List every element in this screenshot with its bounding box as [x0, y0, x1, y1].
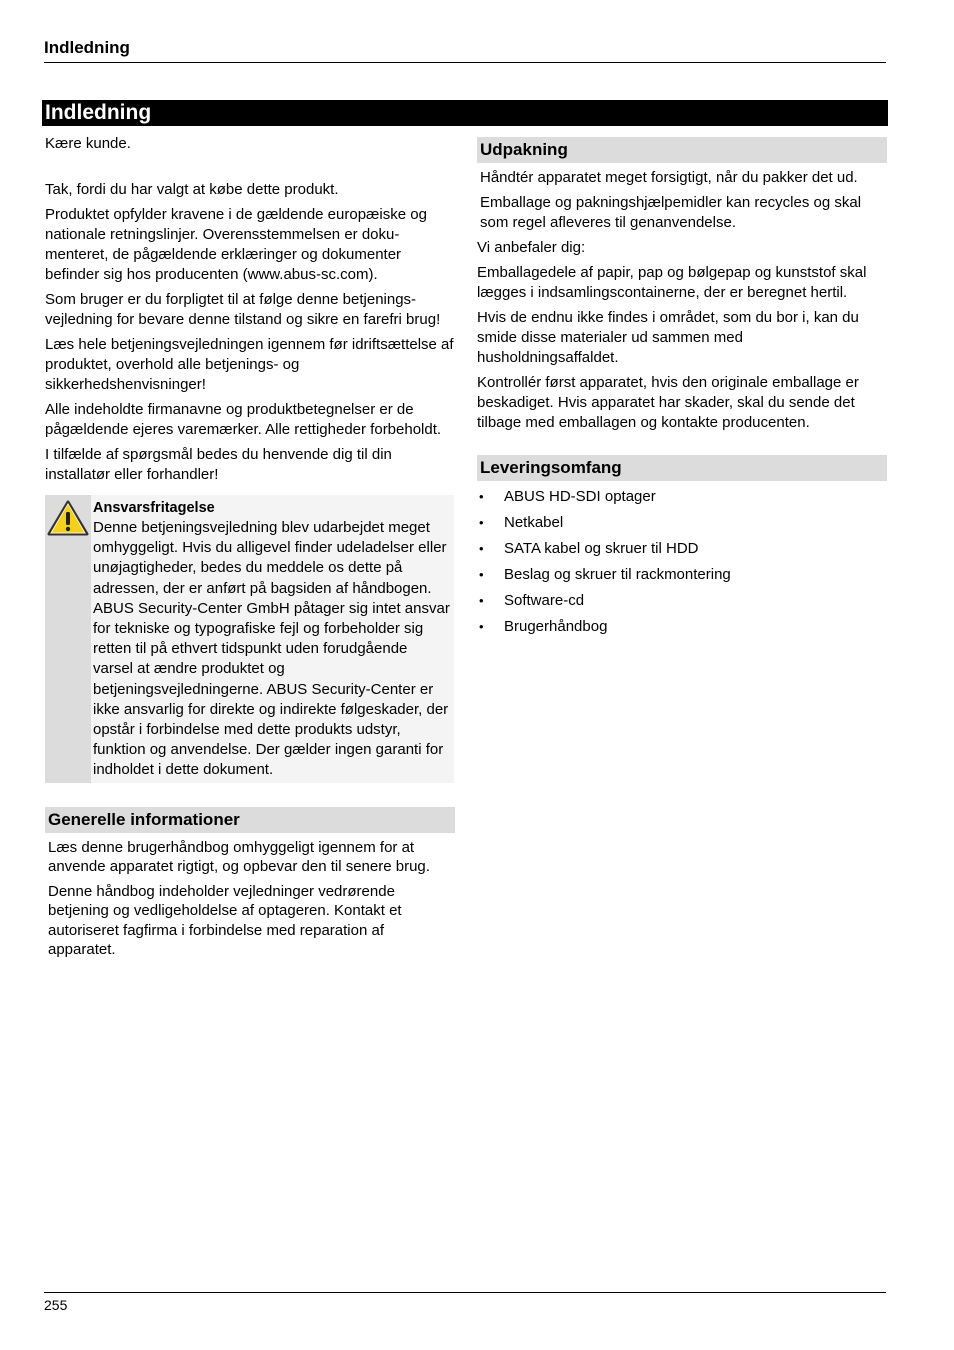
delivery-list — [477, 487, 887, 637]
intro-paragraph: Læs hele betjeningsvejledningen igennem før idriftsættelse af produktet, overhold alle betjenings- og sikkerhedshenvisninger! — [45, 336, 454, 393]
disclaimer-icon-column — [45, 495, 91, 783]
intro-paragraph: Produktet opfylder kravene i de gældende europæiske og nationale retningslinjer. Overensstemmelsen er doku-menteret, de pågældende erklæringer og dokumenter befinder sig hos producenten (www.abus-sc.com). — [45, 206, 427, 283]
intro-paragraph: Tak, fordi du har valgt at købe dette produkt. — [45, 181, 339, 198]
unpacking-paragraph: Håndtér apparatet meget forsigtigt, når du pakker det ud. — [480, 169, 858, 186]
left-column — [45, 134, 455, 965]
intro-paragraph: Alle indeholdte firmanavne og produktbetegnelser er de pågældende ejeres varemærker. Alle rettigheder forbeholdt. — [45, 401, 442, 438]
intro-paragraph: I tilfælde af spørgsmål bedes du henvende dig til din installatør eller forhandler! — [45, 446, 392, 483]
disclaimer-text — [91, 495, 454, 783]
general-heading: Generelle informationer — [45, 807, 455, 833]
chapter-title: Indledning — [42, 100, 888, 126]
list-item: • Software-cd — [477, 591, 887, 611]
unpacking-paragraph: Emballage og pakningshjælpemidler kan recycles og skal som regel afleveres til genanvendelse. — [480, 194, 862, 231]
list-item: • SATA kabel og skruer til HDD — [477, 539, 887, 559]
unpacking-paragraph: Emballagedele af papir, pap og bølgepap og kunststof skal lægges i indsamlingscontainerne, der er beregnet hertil. — [477, 264, 867, 301]
general-paragraph: Læs denne brugerhåndbog omhyggeligt igennem for at anvende apparatet rigtigt, og opbevar den til senere brug. — [48, 838, 430, 876]
unpacking-paragraph: Hvis de endnu ikke findes i området, som du bor i, kan du smide disse materialer ud sammen med husholdningsaffaldet. — [477, 309, 859, 366]
intro-paragraph: Som bruger er du forpligtet til at følge denne betjenings-vejledning for bevare denne tilstand og sikre en farefri brug! — [45, 291, 441, 328]
disclaimer-title: Ansvarsfritagelse — [93, 500, 215, 516]
unpacking-paragraph: Vi anbefaler dig: — [477, 239, 586, 256]
delivery-section — [477, 455, 887, 637]
disclaimer-body: Denne betjeningsvejledning blev udarbejdet meget omhyggeligt. Hvis du alligevel finder udeladelser eller unøjagtigheder, bedes du meddele os dette på adressen, der er anført på bagsiden af håndbogen. ABUS Security-Center GmbH påtager sig intet ansvar for tekniske og typografiske fejl og forbeholder sig retten til på ethvert tidspunkt uden forudgående varsel at ændre produktet og betjeningsvejledningerne. ABUS Security-Center er ikke ansvarlig for direkte og indirekte følgeskader, der opstår i forbindelse med dette produkts udstyr, funktion og anvendelse. Der gælder ingen garanti for indholdet i dette dokument. — [93, 519, 450, 779]
salutation: Kære kunde. — [45, 135, 131, 152]
list-item: • Netkabel — [477, 513, 887, 533]
running-header: Indledning — [44, 37, 886, 63]
delivery-heading: Leveringsomfang — [477, 455, 887, 481]
right-column — [477, 137, 887, 643]
page-number: 255 — [44, 1292, 886, 1315]
list-item: • Beslag og skruer til rackmontering — [477, 565, 887, 585]
list-item: • Brugerhåndbog — [477, 617, 887, 637]
general-section — [45, 807, 455, 960]
general-paragraph: Denne håndbog indeholder vejledninger vedrørende betjening og vedligeholdelse af optageren. Kontakt et autoriseret fagfirma i forbindelse med reparation af apparatet. — [48, 882, 402, 959]
unpacking-paragraph: Kontrollér først apparatet, hvis den originale emballage er beskadiget. Hvis apparatet har skader, skal du sende det tilbage med emballagen og kontakte producenten. — [477, 374, 859, 431]
disclaimer-box — [45, 495, 454, 783]
list-item: • ABUS HD-SDI optager — [477, 487, 887, 507]
warning-triangle-icon — [45, 499, 91, 537]
unpacking-heading: Udpakning — [477, 137, 887, 163]
